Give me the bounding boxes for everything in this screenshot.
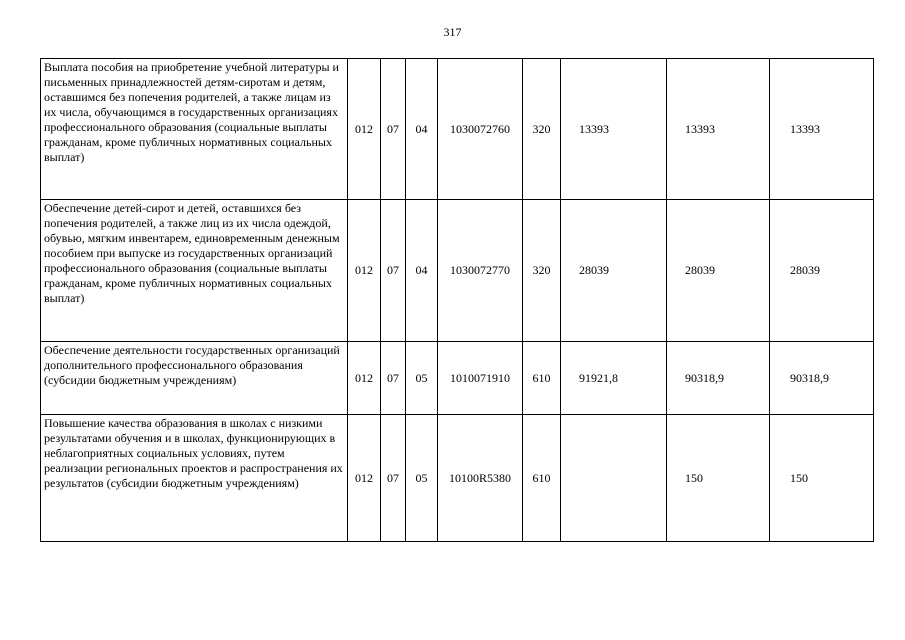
expense-type-code: 320 xyxy=(523,200,561,342)
target-article-code: 1030072760 xyxy=(438,59,523,200)
ministry-code: 012 xyxy=(348,342,381,415)
row-description: Выплата пособия на приобретение учебной литературы и письменных принадлежностей детям-сиротам и детям, оставшимся без попечения родителей, а также лицам из их числа, обучающимся в государственных организациях профессионального образования (социальные выплаты гражданам, кроме публичных нормативных социальных выплат) xyxy=(41,59,348,200)
expense-type-code: 320 xyxy=(523,59,561,200)
ministry-code: 012 xyxy=(348,59,381,200)
target-article-code: 1030072770 xyxy=(438,200,523,342)
section-code: 07 xyxy=(381,200,406,342)
amount-year-3: 90318,9 xyxy=(770,342,874,415)
subsection-code: 04 xyxy=(406,59,438,200)
row-description: Обеспечение детей-сирот и детей, оставшихся без попечения родителей, а также лиц из их числа одеждой, обувью, мягким инвентарем, единовременным денежным пособием при выпуске из государственных организаций профессионального образования (социальные выплаты гражданам, кроме публичных нормативных социальных выплат) xyxy=(41,200,348,342)
table-row xyxy=(41,415,874,542)
target-article-code: 10100R5380 xyxy=(438,415,523,542)
amount-year-1: 91921,8 xyxy=(561,342,667,415)
ministry-code: 012 xyxy=(348,200,381,342)
expense-type-code: 610 xyxy=(523,342,561,415)
table-row xyxy=(41,59,874,200)
ministry-code: 012 xyxy=(348,415,381,542)
subsection-code: 05 xyxy=(406,342,438,415)
table-row xyxy=(41,200,874,342)
section-code: 07 xyxy=(381,342,406,415)
section-code: 07 xyxy=(381,59,406,200)
budget-table xyxy=(40,58,874,542)
amount-year-3: 13393 xyxy=(770,59,874,200)
subsection-code: 05 xyxy=(406,415,438,542)
amount-year-2: 28039 xyxy=(667,200,770,342)
amount-year-3: 28039 xyxy=(770,200,874,342)
table-row xyxy=(41,342,874,415)
subsection-code: 04 xyxy=(406,200,438,342)
expense-type-code: 610 xyxy=(523,415,561,542)
amount-year-1 xyxy=(561,415,667,542)
row-description: Обеспечение деятельности государственных организаций дополнительного профессионального образования (субсидии бюджетным учреждениям) xyxy=(41,342,348,415)
amount-year-2: 150 xyxy=(667,415,770,542)
section-code: 07 xyxy=(381,415,406,542)
amount-year-2: 90318,9 xyxy=(667,342,770,415)
amount-year-1: 28039 xyxy=(561,200,667,342)
row-description: Повышение качества образования в школах с низкими результатами обучения и в школах, функционирующих в неблагоприятных социальных условиях, путем реализации региональных проектов и распространения их результатов (субсидии бюджетным учреждениям) xyxy=(41,415,348,542)
amount-year-1: 13393 xyxy=(561,59,667,200)
amount-year-2: 13393 xyxy=(667,59,770,200)
target-article-code: 1010071910 xyxy=(438,342,523,415)
page-number: 317 xyxy=(443,25,462,39)
amount-year-3: 150 xyxy=(770,415,874,542)
